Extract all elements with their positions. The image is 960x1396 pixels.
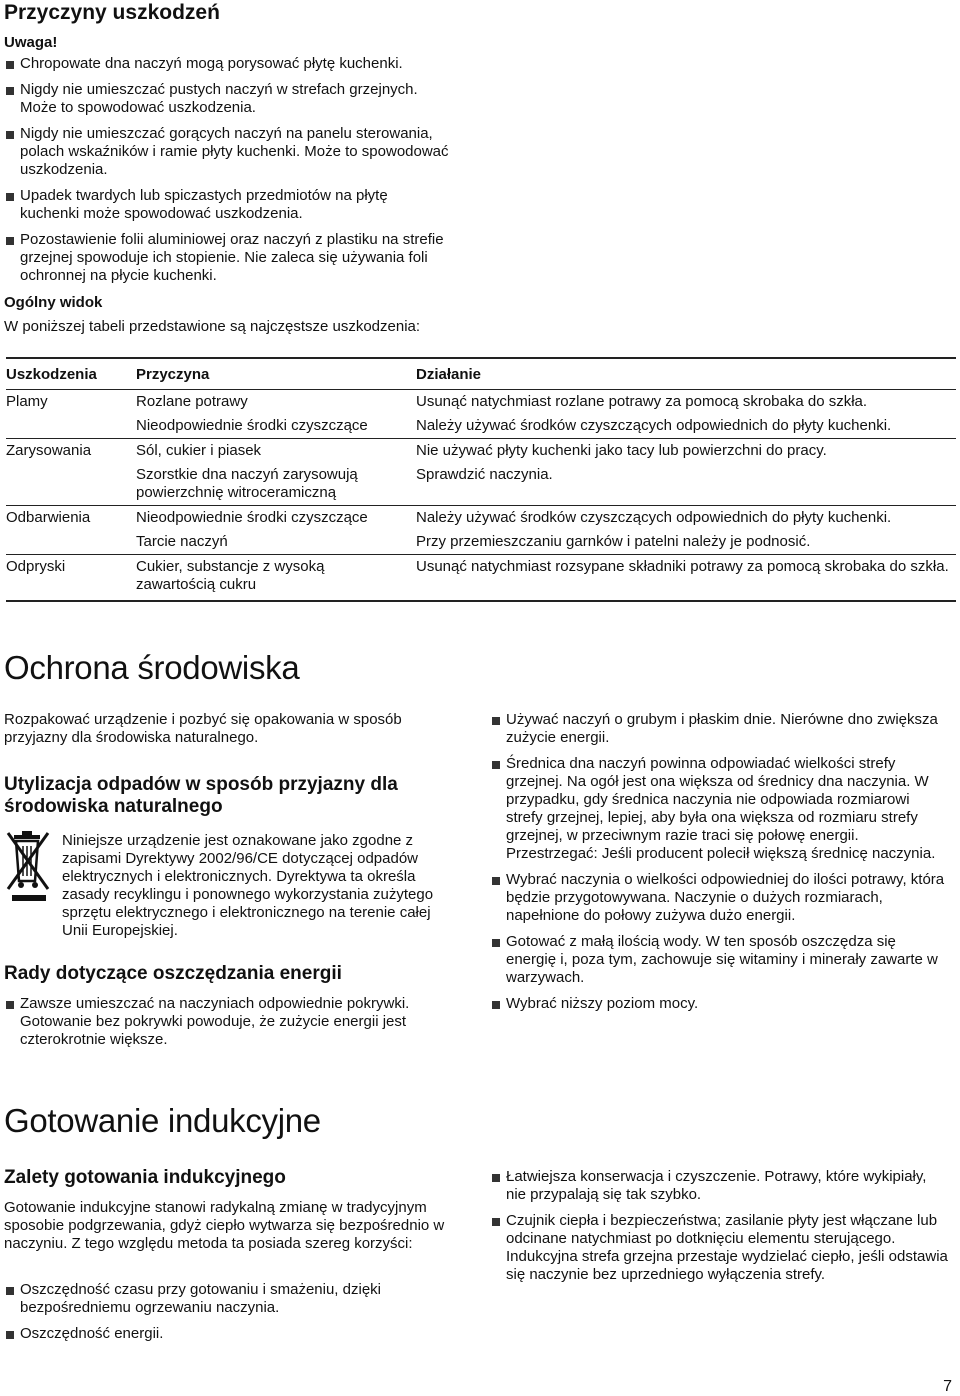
table-cell: Cukier, substancje z wysoką zawartością cukru [136, 555, 416, 602]
env-title: Ochrona środowiska [4, 649, 300, 686]
table-row [6, 555, 956, 602]
table-cell: Usunąć natychmiast rozlane potrawy za pomocą skrobaka do szkła. [416, 393, 868, 410]
induction-title: Gotowanie indukcyjne [4, 1102, 321, 1139]
induction-right-bullets [490, 1168, 950, 1292]
energy-left-bullets [4, 995, 449, 1057]
table-header: Przyczyna [136, 358, 416, 390]
list-item: Nigdy nie umieszczać pustych naczyń w strefach grzejnych. Może to spowodować uszkodzenia. [4, 81, 449, 117]
table-cell: Odpryski [6, 555, 136, 602]
table-cell: Sól, cukier i piasek [136, 439, 416, 464]
list-item: Wybrać naczynia o wielkości odpowiedniej do ilości potrawy, która będzie przygotowywana. Naczynie o dużych rozmiarach, napełnione do połowy zużywa dużo energii. [490, 871, 950, 925]
overview-heading: Ogólny widok [4, 294, 103, 311]
table-cell: Tarcie naczyń [136, 533, 228, 550]
table-row [6, 414, 956, 439]
table-cell: Nieodpowiednie środki czyszczące [136, 417, 368, 434]
table-row [6, 530, 956, 555]
list-item: Pozostawienie folii aluminiowej oraz naczyń z plastiku na strefie grzejnej spowoduje ich stopienie. Nie zaleca się używania foli ochronnej na płycie kuchenki. [4, 231, 449, 285]
damage-bullets [4, 55, 449, 293]
list-item: Gotować z małą ilością wody. W ten sposób oszczędza się energię i, poza tym, zachowuje się witaminy i minerały zawarte w warzywach. [490, 933, 950, 987]
damage-table [6, 357, 956, 602]
list-item: Nigdy nie umieszczać gorących naczyń na panelu sterowania, polach wskaźników i ramie płyty kuchenki. Może to spowodować uszkodzenia. [4, 125, 449, 179]
list-item: Łatwiejsza konserwacja i czyszczenie. Potrawy, które wykipiały, nie przypalają się tak szybko. [490, 1168, 950, 1204]
env-intro: Rozpakować urządzenie i pozbyć się opakowania w sposób przyjazny dla środowiska naturalnego. [4, 711, 402, 746]
list-item: Chropowate dna naczyń mogą porysować płytę kuchenki. [4, 55, 449, 73]
induction-left-bullets [4, 1281, 449, 1351]
table-row [6, 506, 956, 531]
table-cell: Nie używać płyty kuchenki jako tacy lub powierzchni do pracy. [416, 439, 956, 464]
table-cell: Nieodpowiednie środki czyszczące [136, 506, 416, 531]
table-cell: Sprawdzić naczynia. [416, 466, 553, 483]
table-header: Działanie [416, 358, 956, 390]
energy-right-bullets [490, 711, 950, 1021]
list-item: Zawsze umieszczać na naczyniach odpowiednie pokrywki. Gotowanie bez pokrywki powoduje, że zużycie energii jest czterokrotnie większe. [4, 995, 449, 1049]
table-row [6, 439, 956, 464]
disposal-heading: Utylizacja odpadów w sposób przyjazny dla środowiska naturalnego [4, 774, 398, 817]
table-row [6, 390, 956, 415]
table-cell: Zarysowania [6, 439, 136, 464]
table-cell [6, 463, 136, 506]
page-number: 7 [943, 1378, 952, 1395]
table-cell: Plamy [6, 393, 48, 410]
list-item: Używać naczyń o grubym i płaskim dnie. Nierówne dno zwiększa zużycie energii. [490, 711, 950, 747]
table-cell: Należy używać środków czyszczących odpowiednich do płyty kuchenki. [416, 506, 956, 531]
induction-intro: Gotowanie indukcyjne stanowi radykalną zmianę w tradycyjnym sposobie podgrzewania, gdyż ciepło wytwarza się bezpośrednio w naczyniu. Z tego względu metoda ta posiada szereg korzyści: [4, 1199, 445, 1252]
list-item: Czujnik ciepła i bezpieczeństwa; zasilanie płyty jest włączane lub odcinane natychmiast po dotknięciu elementu sterującego. Indukcyjna strefa grzejna przestaje wydzielać ciepło, jeśli odstawia się naczynie bez uprzedniego wyłączenia strefy. [490, 1212, 950, 1284]
disposal-text: Niniejsze urządzenie jest oznakowane jako zgodne z zapisami Dyrektywy 2002/96/CE dotyczącej odpadów elektrycznych i elektronicznych. Dyrektywa ta określa zasady recyklingu i ponownego wykorzystania zużytego sprzętu elektrycznego i elektronicznego na terenie całej Unii Europejskiej. [62, 832, 434, 939]
list-item: Upadek twardych lub spiczastych przedmiotów na płytę kuchenki może spowodować uszkodzenia. [4, 187, 449, 223]
table-header-row [6, 358, 956, 390]
table-row [6, 463, 956, 506]
table-cell: Usunąć natychmiast rozsypane składniki potrawy za pomocą skrobaka do szkła. [416, 555, 956, 602]
table-cell: Odbarwienia [6, 506, 136, 531]
table-cell: Należy używać środków czyszczących odpowiednich do płyty kuchenki. [416, 417, 892, 434]
table-cell [6, 414, 136, 439]
overview-text: W poniższej tabeli przedstawione są najczęstsze uszkodzenia: [4, 318, 421, 335]
list-item: Średnica dna naczyń powinna odpowiadać wielkości strefy grzejnej. Na ogół jest ona większa od średnicy dna naczynia. W przypadku, gdy średnica naczynia nie odpowiada rozmiarowi strefy grzejnej, lepiej, aby była ona większa od rozmiaru strefy grzejnej, w przeciwnym razie traci się połowę energii. Przestrzegać: Jeśli producent polecił większą średnicę naczynia. [490, 755, 950, 863]
table-cell: Przy przemieszczaniu garnków i patelni należy je podnosić. [416, 533, 811, 550]
list-item: Oszczędność czasu przy gotowaniu i smażeniu, dzięki bezpośredniemu ogrzewaniu naczynia. [4, 1281, 449, 1317]
table-header: Uszkodzenia [6, 358, 136, 390]
energy-heading: Rady dotyczące oszczędzania energii [4, 963, 342, 984]
damage-title: Przyczyny uszkodzeń [4, 1, 220, 24]
table-cell: Szorstkie dna naczyń zarysowują powierzchnię witroceramiczną [136, 466, 358, 501]
warning-label: Uwaga! [4, 34, 58, 51]
weee-crossed-bin-icon [4, 829, 54, 903]
list-item: Wybrać niższy poziom mocy. [490, 995, 950, 1013]
table-cell: Rozlane potrawy [136, 393, 248, 410]
table-cell [6, 530, 136, 555]
list-item: Oszczędność energii. [4, 1325, 449, 1343]
advantages-heading: Zalety gotowania indukcyjnego [4, 1167, 286, 1188]
